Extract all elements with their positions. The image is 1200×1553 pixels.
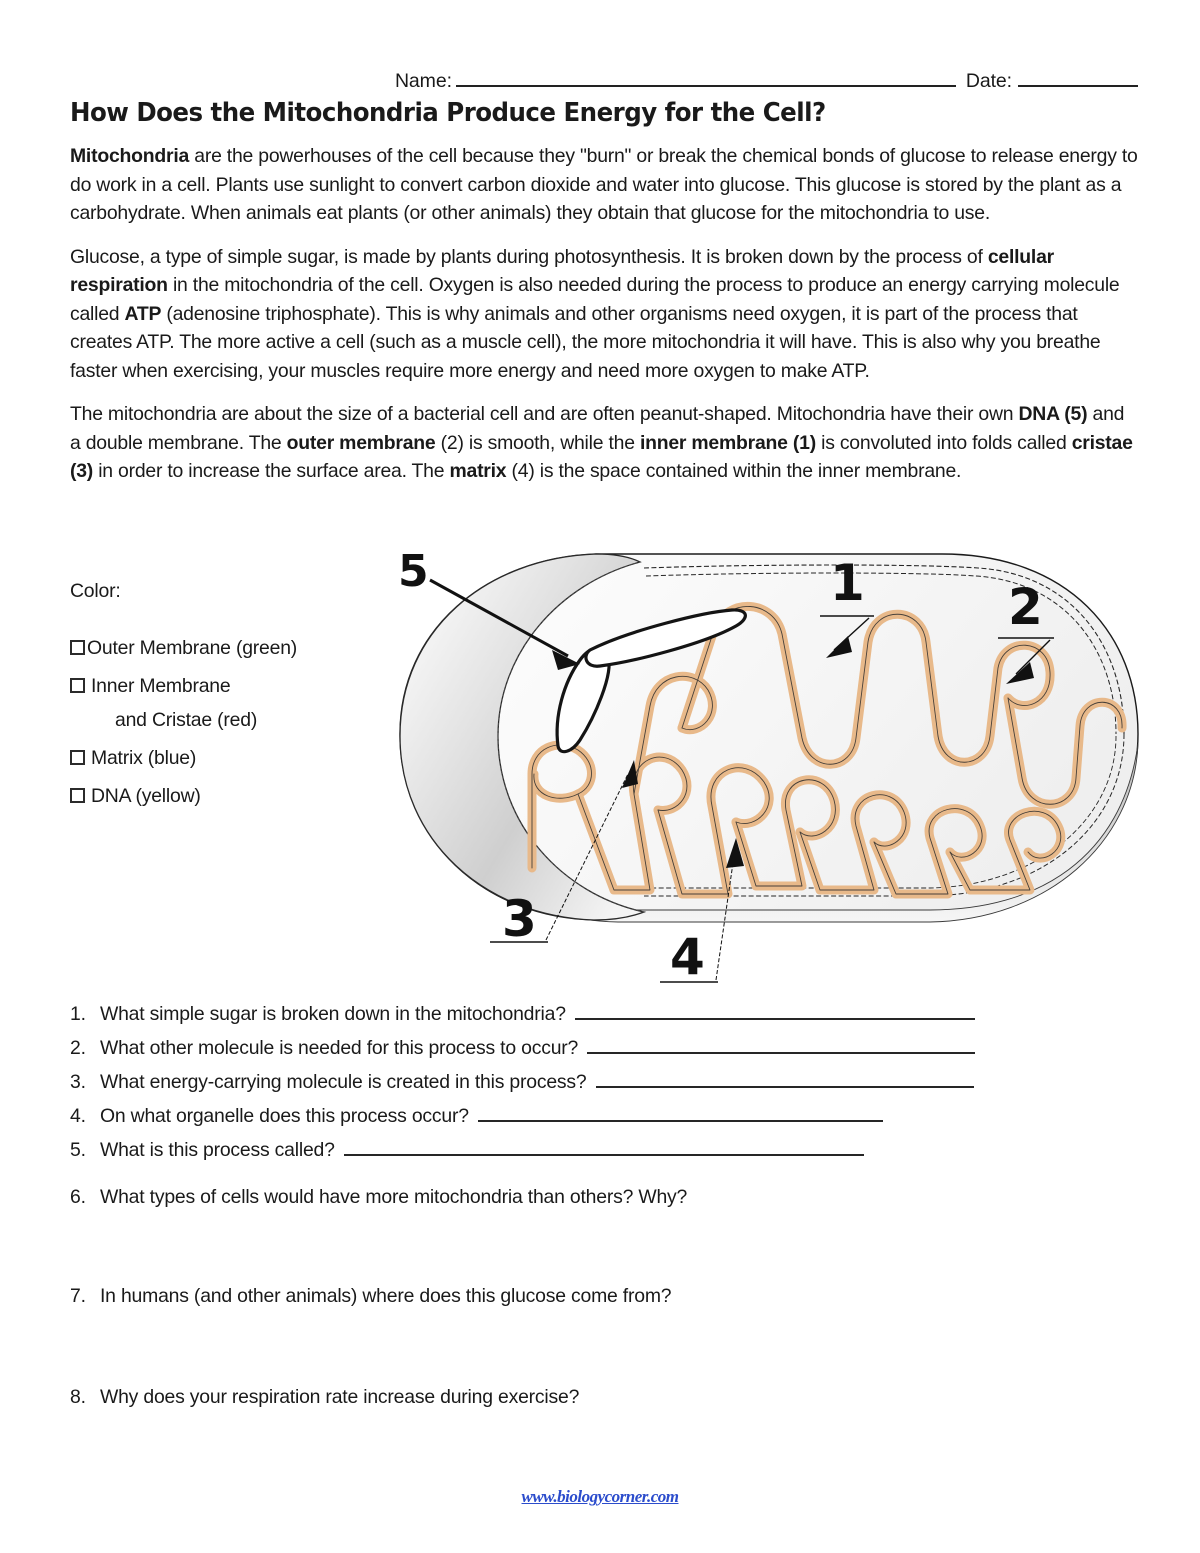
name-write-line[interactable]	[456, 85, 956, 87]
color-key-label: Outer Membrane (green)	[87, 637, 298, 659]
question-number: 6.	[70, 1186, 86, 1208]
question-number: 8.	[70, 1386, 86, 1408]
intro-paragraphs	[70, 142, 1138, 486]
color-key-item-matrix[interactable]	[70, 746, 400, 770]
question-row	[70, 1105, 1140, 1128]
question-text: What is this process called?	[100, 1139, 335, 1161]
footer	[0, 1487, 1200, 1507]
question-row	[70, 1386, 1140, 1409]
question-row	[70, 1186, 1140, 1209]
question-row	[70, 1285, 1140, 1308]
label-2-text: 2	[1008, 578, 1043, 636]
date-write-line[interactable]	[1018, 85, 1138, 87]
question-row	[70, 1139, 1140, 1162]
color-key-label: DNA (yellow)	[91, 784, 201, 807]
question-text: What simple sugar is broken down in the mitochondria?	[100, 1003, 566, 1025]
checkbox-icon[interactable]	[70, 640, 85, 655]
answer-line[interactable]	[478, 1120, 883, 1122]
question-row	[70, 1003, 1140, 1026]
question-number: 4.	[70, 1105, 86, 1127]
date-label: Date:	[965, 70, 1012, 92]
question-number: 5.	[70, 1139, 86, 1161]
question-number: 3.	[70, 1071, 86, 1093]
mitochondria-diagram	[382, 538, 1154, 1000]
checkbox-icon[interactable]	[70, 750, 85, 765]
color-key-label: Matrix (blue)	[91, 746, 197, 769]
question-text: In humans (and other animals) where does this glucose come from?	[100, 1285, 672, 1307]
name-date-row	[70, 70, 1138, 93]
color-key-item-dna[interactable]	[70, 784, 400, 808]
checkbox-icon[interactable]	[70, 678, 85, 693]
question-number: 2.	[70, 1037, 86, 1059]
label-1-text: 1	[830, 554, 865, 612]
name-label: Name:	[394, 70, 452, 92]
color-key-title: Color:	[70, 580, 121, 602]
answer-line[interactable]	[596, 1086, 974, 1088]
answer-line[interactable]	[575, 1018, 975, 1020]
question-list	[70, 1003, 1140, 1420]
color-key-item-inner-membrane[interactable]	[70, 674, 400, 698]
question-text: What other molecule is needed for this process to occur?	[100, 1037, 579, 1059]
question-row	[70, 1071, 1140, 1094]
question-text: What types of cells would have more mitochondria than others? Why?	[100, 1186, 688, 1208]
color-key-label: Inner Membrane	[91, 675, 231, 698]
label-5-text: 5	[398, 546, 429, 597]
checkbox-icon[interactable]	[70, 788, 85, 803]
label-4-text: 4	[670, 928, 705, 986]
biologycorner-link[interactable]: www.biologycorner.com	[521, 1487, 679, 1506]
color-key-label-continuation: and Cristae (red)	[115, 708, 258, 731]
question-number: 1.	[70, 1003, 86, 1025]
label-3-text: 3	[502, 890, 537, 948]
paragraph-3: The mitochondria are about the size of a bacterial cell and are often peanut-shaped. Mitochondria have their own DNA (5) and a double membrane. The outer membrane (2) is smooth, while the inner membrane (1) is convoluted into folds called cristae (3) in order to increase the surface area. The matrix (4) is the space contained within the inner membrane.	[70, 403, 1133, 483]
paragraph-1: Mitochondria are the powerhouses of the cell because they "burn" or break the chemical bonds of glucose to release energy to do work in a cell. Plants use sunlight to convert carbon dioxide and water into glucose. This glucose is stored by the plant as a carbohydrate. When animals eat plants (or other animals) they obtain that glucose for the mitochondria to use.	[70, 145, 1138, 225]
answer-line[interactable]	[587, 1052, 975, 1054]
answer-line[interactable]	[344, 1154, 864, 1156]
color-key	[70, 580, 400, 822]
paragraph-2: Glucose, a type of simple sugar, is made by plants during photosynthesis. It is broken down by the process of cellular respiration in the mitochondria of the cell. Oxygen is also needed during the process to produce an energy carrying molecule called ATP (adenosine triphosphate). This is why animals and other organisms need oxygen, it is part of the process that creates ATP. The more active a cell (such as a muscle cell), the more mitochondria it will have. This is also why you breathe faster when exercising, your muscles require more energy and need more oxygen to make ATP.	[70, 245, 1120, 382]
question-text: Why does your respiration rate increase during exercise?	[100, 1386, 580, 1408]
question-text: On what organelle does this process occur?	[100, 1105, 469, 1127]
question-row	[70, 1037, 1140, 1060]
color-key-item-outer-membrane[interactable]	[70, 636, 400, 660]
question-text: What energy-carrying molecule is created in this process?	[100, 1071, 587, 1093]
question-number: 7.	[70, 1285, 86, 1307]
page-title: How Does the Mitochondria Produce Energy for the Cell?	[70, 98, 826, 128]
